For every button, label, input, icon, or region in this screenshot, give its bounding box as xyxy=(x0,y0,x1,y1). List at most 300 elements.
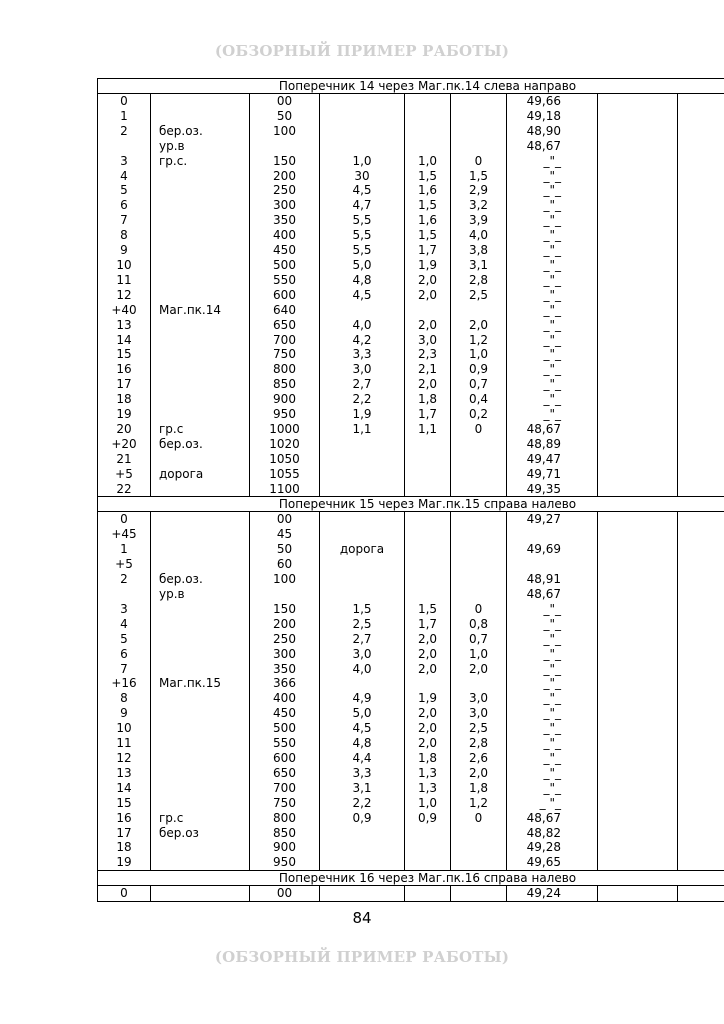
cell-description: Маг.пк.14 xyxy=(151,303,250,318)
cell-col4: 2,2 xyxy=(320,392,405,407)
cell-point: 16 xyxy=(98,811,151,826)
cell-point: 15 xyxy=(98,347,151,362)
cell-description xyxy=(151,855,250,870)
cell-description xyxy=(151,452,250,467)
cell-elevation: 49,24 xyxy=(507,886,598,902)
table-row xyxy=(98,318,724,333)
cell-col9 xyxy=(678,243,724,258)
cell-col5 xyxy=(405,542,451,557)
cell-point: 10 xyxy=(98,721,151,736)
cell-col8 xyxy=(598,318,678,333)
cell-elevation: _"_ xyxy=(507,691,598,706)
cell-col9 xyxy=(678,662,724,677)
cell-elevation: 49,27 xyxy=(507,512,598,527)
cell-point: 4 xyxy=(98,617,151,632)
cell-distance: 750 xyxy=(250,796,320,811)
cell-distance: 1050 xyxy=(250,452,320,467)
cell-col9 xyxy=(678,258,724,273)
cell-col6: 0,7 xyxy=(451,377,507,392)
cell-point: 19 xyxy=(98,855,151,870)
table-row xyxy=(98,512,724,527)
cell-elevation: _"_ xyxy=(507,706,598,721)
cell-col4 xyxy=(320,109,405,124)
section-header-row xyxy=(98,871,724,886)
cell-point: 9 xyxy=(98,243,151,258)
cell-distance: 350 xyxy=(250,213,320,228)
cell-col9 xyxy=(678,602,724,617)
cell-col9 xyxy=(678,333,724,348)
cell-col4: 1,9 xyxy=(320,407,405,422)
cell-distance: 300 xyxy=(250,647,320,662)
cell-col6: 0 xyxy=(451,602,507,617)
table-row xyxy=(98,183,724,198)
cell-elevation: _"_ xyxy=(507,602,598,617)
table-row xyxy=(98,333,724,348)
cell-col8 xyxy=(598,766,678,781)
table-row xyxy=(98,124,724,139)
cell-description xyxy=(151,781,250,796)
cell-col4: 3,0 xyxy=(320,647,405,662)
cell-col5: 1,0 xyxy=(405,154,451,169)
cell-point: 1 xyxy=(98,542,151,557)
watermark-top: (ОБЗОРНЫЙ ПРИМЕР РАБОТЫ) xyxy=(214,42,510,60)
cell-description: ур.в xyxy=(151,139,250,154)
cell-col5: 2,0 xyxy=(405,721,451,736)
cell-point: 5 xyxy=(98,632,151,647)
table-row xyxy=(98,557,724,572)
cell-point: 6 xyxy=(98,198,151,213)
cell-distance: 700 xyxy=(250,333,320,348)
table-row xyxy=(98,273,724,288)
cell-col9 xyxy=(678,840,724,855)
cell-description xyxy=(151,94,250,109)
cell-elevation: 49,47 xyxy=(507,452,598,467)
cell-point xyxy=(98,587,151,602)
cell-col4: 4,7 xyxy=(320,198,405,213)
cell-col8 xyxy=(598,228,678,243)
cell-col4: 5,0 xyxy=(320,706,405,721)
cell-col6 xyxy=(451,512,507,527)
cell-description xyxy=(151,751,250,766)
cell-distance: 900 xyxy=(250,840,320,855)
cell-col4: 4,5 xyxy=(320,721,405,736)
cell-elevation: _"_ xyxy=(507,318,598,333)
cell-description xyxy=(151,542,250,557)
cell-col5: 1,8 xyxy=(405,751,451,766)
cell-col8 xyxy=(598,781,678,796)
cell-elevation: _"_ xyxy=(507,258,598,273)
table-row xyxy=(98,198,724,213)
cell-point: 1 xyxy=(98,109,151,124)
cell-col8 xyxy=(598,109,678,124)
cell-col8 xyxy=(598,198,678,213)
cell-col5: 1,5 xyxy=(405,198,451,213)
cell-point: 0 xyxy=(98,94,151,109)
cell-col9 xyxy=(678,347,724,362)
cell-elevation: _"_ xyxy=(507,273,598,288)
table-row xyxy=(98,422,724,437)
cell-point: 6 xyxy=(98,647,151,662)
cell-col6 xyxy=(451,557,507,572)
cell-distance: 650 xyxy=(250,766,320,781)
cell-point: 2 xyxy=(98,572,151,587)
cell-elevation: _"_ xyxy=(507,198,598,213)
cell-col4 xyxy=(320,855,405,870)
cell-col8 xyxy=(598,333,678,348)
cell-elevation xyxy=(507,527,598,542)
table-row xyxy=(98,347,724,362)
cell-col6: 0,4 xyxy=(451,392,507,407)
cell-description: ур.в xyxy=(151,587,250,602)
cell-description xyxy=(151,796,250,811)
table-row xyxy=(98,362,724,377)
cell-col6: 1,8 xyxy=(451,781,507,796)
cell-col5 xyxy=(405,437,451,452)
cell-elevation: _"_ xyxy=(507,721,598,736)
cell-col6: 0 xyxy=(451,422,507,437)
cell-point: 21 xyxy=(98,452,151,467)
cell-elevation: 48,90 xyxy=(507,124,598,139)
cell-elevation: 49,71 xyxy=(507,467,598,482)
cell-col8 xyxy=(598,542,678,557)
table-row xyxy=(98,766,724,781)
cell-col9 xyxy=(678,377,724,392)
cell-col6: 3,1 xyxy=(451,258,507,273)
table-row xyxy=(98,587,724,602)
cell-distance: 600 xyxy=(250,288,320,303)
cell-elevation: _"_ xyxy=(507,213,598,228)
cell-col5 xyxy=(405,886,451,902)
cell-col9 xyxy=(678,213,724,228)
cell-col8 xyxy=(598,632,678,647)
cell-col9 xyxy=(678,632,724,647)
table-row xyxy=(98,94,724,109)
cell-col6 xyxy=(451,139,507,154)
cell-col9 xyxy=(678,647,724,662)
cell-distance: 60 xyxy=(250,557,320,572)
cell-col4 xyxy=(320,139,405,154)
cell-description xyxy=(151,258,250,273)
cell-col4: 2,5 xyxy=(320,617,405,632)
cell-col5 xyxy=(405,840,451,855)
cell-col5 xyxy=(405,512,451,527)
cell-col4: 2,7 xyxy=(320,377,405,392)
cell-col6: 1,5 xyxy=(451,169,507,184)
cell-col8 xyxy=(598,676,678,691)
cell-col5 xyxy=(405,124,451,139)
cell-col5: 1,9 xyxy=(405,258,451,273)
cell-col4: 4,5 xyxy=(320,288,405,303)
table-row xyxy=(98,452,724,467)
cell-col8 xyxy=(598,213,678,228)
cell-col5: 2,1 xyxy=(405,362,451,377)
cell-col9 xyxy=(678,706,724,721)
cell-col5 xyxy=(405,139,451,154)
cell-distance: 750 xyxy=(250,347,320,362)
cell-col4: 5,5 xyxy=(320,243,405,258)
cell-col6: 1,2 xyxy=(451,796,507,811)
cell-elevation: 49,69 xyxy=(507,542,598,557)
section-header-row xyxy=(98,497,724,512)
cell-col6: 0,7 xyxy=(451,632,507,647)
cell-elevation: _"_ xyxy=(507,736,598,751)
cell-col5: 2,0 xyxy=(405,647,451,662)
cell-point: 0 xyxy=(98,886,151,902)
cell-point: 0 xyxy=(98,512,151,527)
table-row xyxy=(98,228,724,243)
cell-distance xyxy=(250,587,320,602)
cell-col6 xyxy=(451,482,507,497)
cell-distance: 650 xyxy=(250,318,320,333)
cell-col8 xyxy=(598,124,678,139)
table-row xyxy=(98,407,724,422)
cell-col4 xyxy=(320,94,405,109)
cell-elevation: _"_ xyxy=(507,392,598,407)
cell-col6 xyxy=(451,303,507,318)
cell-distance: 00 xyxy=(250,886,320,902)
cell-col9 xyxy=(678,587,724,602)
cell-col6: 2,5 xyxy=(451,288,507,303)
cell-distance: 400 xyxy=(250,228,320,243)
table-row xyxy=(98,437,724,452)
cell-description xyxy=(151,109,250,124)
cell-col5 xyxy=(405,527,451,542)
table-row xyxy=(98,721,724,736)
cell-description: гр.с. xyxy=(151,154,250,169)
cell-col8 xyxy=(598,94,678,109)
cell-col4 xyxy=(320,676,405,691)
cell-col8 xyxy=(598,587,678,602)
cell-col6 xyxy=(451,826,507,841)
cell-col8 xyxy=(598,288,678,303)
cell-col9 xyxy=(678,124,724,139)
cell-col6 xyxy=(451,840,507,855)
cell-col9 xyxy=(678,527,724,542)
cell-description xyxy=(151,347,250,362)
cell-distance: 400 xyxy=(250,691,320,706)
cell-distance: 250 xyxy=(250,632,320,647)
cell-description xyxy=(151,183,250,198)
table-row xyxy=(98,886,724,902)
cell-col9 xyxy=(678,886,724,902)
cell-col9 xyxy=(678,169,724,184)
cell-description xyxy=(151,557,250,572)
table-row xyxy=(98,258,724,273)
cell-col6: 0,8 xyxy=(451,617,507,632)
cell-col8 xyxy=(598,706,678,721)
cell-col6: 2,8 xyxy=(451,273,507,288)
cell-point: 12 xyxy=(98,288,151,303)
cell-col6 xyxy=(451,94,507,109)
cell-distance: 50 xyxy=(250,542,320,557)
cell-description xyxy=(151,377,250,392)
cell-description: Маг.пк.15 xyxy=(151,676,250,691)
cell-col4: дорога xyxy=(320,542,405,557)
cell-elevation: _"_ xyxy=(507,617,598,632)
cell-point: 4 xyxy=(98,169,151,184)
cell-col9 xyxy=(678,467,724,482)
cell-col8 xyxy=(598,811,678,826)
cell-col4: 4,5 xyxy=(320,183,405,198)
table-row xyxy=(98,662,724,677)
cell-col8 xyxy=(598,377,678,392)
cell-col5 xyxy=(405,303,451,318)
cell-col5 xyxy=(405,109,451,124)
table-row xyxy=(98,751,724,766)
cell-distance: 950 xyxy=(250,855,320,870)
cell-elevation: _"_ xyxy=(507,243,598,258)
cell-col6: 0 xyxy=(451,811,507,826)
table-row xyxy=(98,602,724,617)
cell-col4 xyxy=(320,467,405,482)
cell-col5: 1,6 xyxy=(405,183,451,198)
table-row xyxy=(98,855,724,870)
cell-point: 12 xyxy=(98,751,151,766)
cell-col6: 2,0 xyxy=(451,766,507,781)
table-row xyxy=(98,676,724,691)
cell-description xyxy=(151,766,250,781)
cell-point: 2 xyxy=(98,124,151,139)
cell-description xyxy=(151,482,250,497)
cell-col5 xyxy=(405,557,451,572)
cell-col9 xyxy=(678,154,724,169)
cell-col9 xyxy=(678,288,724,303)
cell-point: 13 xyxy=(98,766,151,781)
cell-col9 xyxy=(678,482,724,497)
cell-col8 xyxy=(598,662,678,677)
cell-point: 11 xyxy=(98,736,151,751)
cell-distance: 1020 xyxy=(250,437,320,452)
cell-col5 xyxy=(405,855,451,870)
cell-col5: 0,9 xyxy=(405,811,451,826)
cell-col6: 2,0 xyxy=(451,318,507,333)
table-row xyxy=(98,796,724,811)
cell-col4 xyxy=(320,303,405,318)
table-row xyxy=(98,213,724,228)
cell-col5 xyxy=(405,587,451,602)
cell-elevation: _"_ xyxy=(507,632,598,647)
cell-point: 19 xyxy=(98,407,151,422)
cell-description xyxy=(151,706,250,721)
cell-col5: 2,0 xyxy=(405,288,451,303)
cell-col9 xyxy=(678,811,724,826)
table-row xyxy=(98,467,724,482)
cell-description xyxy=(151,169,250,184)
cell-description xyxy=(151,632,250,647)
cell-elevation: _"_ xyxy=(507,347,598,362)
cell-col8 xyxy=(598,736,678,751)
cell-col6: 3,0 xyxy=(451,691,507,706)
cell-col8 xyxy=(598,139,678,154)
cell-point: 8 xyxy=(98,228,151,243)
cell-col6: 3,9 xyxy=(451,213,507,228)
cell-point: 13 xyxy=(98,318,151,333)
cell-col8 xyxy=(598,392,678,407)
table-row xyxy=(98,811,724,826)
cell-elevation: 48,91 xyxy=(507,572,598,587)
cell-col6 xyxy=(451,886,507,902)
cell-distance: 600 xyxy=(250,751,320,766)
cell-description xyxy=(151,512,250,527)
cell-col6 xyxy=(451,124,507,139)
cell-col6 xyxy=(451,587,507,602)
cell-description: бер.оз. xyxy=(151,124,250,139)
cell-description xyxy=(151,647,250,662)
table-row xyxy=(98,154,724,169)
cell-elevation: 49,65 xyxy=(507,855,598,870)
cell-distance: 850 xyxy=(250,826,320,841)
table-row xyxy=(98,572,724,587)
cell-distance: 200 xyxy=(250,169,320,184)
cell-col5: 1,3 xyxy=(405,766,451,781)
cell-col5: 1,0 xyxy=(405,796,451,811)
cell-elevation: _"_ xyxy=(507,228,598,243)
table-row xyxy=(98,736,724,751)
cell-point: 8 xyxy=(98,691,151,706)
cell-col9 xyxy=(678,766,724,781)
cell-col4 xyxy=(320,452,405,467)
cell-col9 xyxy=(678,318,724,333)
cell-description: дорога xyxy=(151,467,250,482)
cell-col4: 4,0 xyxy=(320,662,405,677)
cell-distance: 1000 xyxy=(250,422,320,437)
cell-distance: 300 xyxy=(250,198,320,213)
table-row xyxy=(98,691,724,706)
cell-elevation: 48,67 xyxy=(507,422,598,437)
cell-point xyxy=(98,139,151,154)
cell-col4: 3,3 xyxy=(320,766,405,781)
cell-col6 xyxy=(451,452,507,467)
table-row xyxy=(98,617,724,632)
cell-col5 xyxy=(405,572,451,587)
cell-col4: 3,0 xyxy=(320,362,405,377)
cell-col4 xyxy=(320,587,405,602)
cell-col8 xyxy=(598,482,678,497)
cell-col6: 2,5 xyxy=(451,721,507,736)
cell-col4: 1,5 xyxy=(320,602,405,617)
cell-col6 xyxy=(451,437,507,452)
table-row xyxy=(98,288,724,303)
cell-col6: 0,2 xyxy=(451,407,507,422)
cell-elevation: 49,66 xyxy=(507,94,598,109)
cell-description: бер.оз. xyxy=(151,437,250,452)
cell-col4: 4,9 xyxy=(320,691,405,706)
cell-distance: 1055 xyxy=(250,467,320,482)
cell-col4 xyxy=(320,124,405,139)
cell-distance: 150 xyxy=(250,602,320,617)
cell-col4: 4,4 xyxy=(320,751,405,766)
cell-description xyxy=(151,362,250,377)
cell-col6: 0,9 xyxy=(451,362,507,377)
cell-col5: 1,9 xyxy=(405,691,451,706)
cell-col4: 5,5 xyxy=(320,228,405,243)
cell-col4: 3,3 xyxy=(320,347,405,362)
cell-description xyxy=(151,333,250,348)
cell-elevation: 48,67 xyxy=(507,139,598,154)
cell-col6: 3,8 xyxy=(451,243,507,258)
table-row xyxy=(98,377,724,392)
cell-description xyxy=(151,840,250,855)
cell-col8 xyxy=(598,840,678,855)
cell-col8 xyxy=(598,826,678,841)
cell-distance: 450 xyxy=(250,243,320,258)
cell-col6: 2,8 xyxy=(451,736,507,751)
cell-distance: 640 xyxy=(250,303,320,318)
survey-table xyxy=(97,78,724,902)
cell-col8 xyxy=(598,572,678,587)
watermark-bottom: (ОБЗОРНЫЙ ПРИМЕР РАБОТЫ) xyxy=(214,948,510,966)
table-row xyxy=(98,542,724,557)
